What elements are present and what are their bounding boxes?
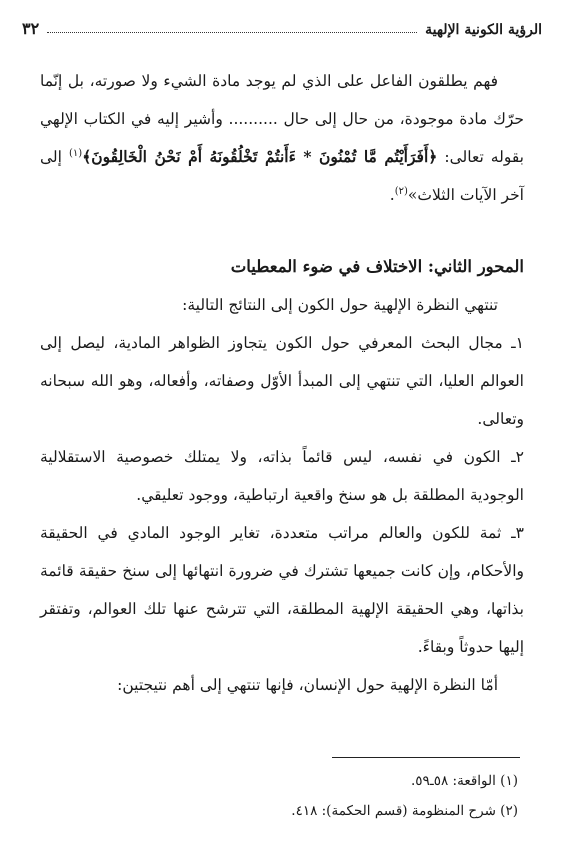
- header-title: الرؤية الكونية الإلهية: [425, 22, 542, 38]
- list-item-1: ١ـ مجال البحث المعرفي حول الكون يتجاوز الظواهر المادية، ليصل إلى العوالم العليا، التي تنتهي إلى المبدأ الأوّل وصفاته، وأفعاله، وهو الله سبحانه وتعالى.: [40, 334, 524, 428]
- page-number: ٣٢: [22, 19, 40, 38]
- section-heading-text: الاختلاف في ضوء المعطيات: [230, 257, 428, 276]
- quran-quote: ﴿أَفَرَأَيْتُم مَّا تُمْنُونَ * ءَأَنتُمْ تَخْلُقُونَهُ أَمْ نَحْنُ الْخَالِقُونَ﴾: [82, 147, 438, 166]
- list-item-3: ٣ـ ثمة للكون والعالم مراتب متعددة، تغاير الوجود المادي في الحقيقة والأحكام، وإن كانت جميعها تشترك في ضرورة انتهائها إلى سنخ حقيقة قائمة بذاتها، وهي الحقيقة الإلهية المطلقة، التي تترشح عنها تلك العوالم، وتفتقر إليها حدوثاً وبقاءً.: [40, 524, 524, 656]
- list-item-2: ٢ـ الكون في نفسه، ليس قائماً بذاته، ولا يمتلك خصوصية الاستقلالية الوجودية المطلقة بل هو سنخ واقعية ارتباطية، ووجود تعليقي.: [40, 448, 524, 504]
- footnotes: [40, 766, 518, 826]
- footnote-2: (٢) شرح المنظومة (قسم الحكمة): ٤١٨.: [291, 803, 518, 819]
- footnote-ref-2[interactable]: (٢): [394, 185, 408, 197]
- paragraph-text: إلى آخر الآيات الثلاث»: [40, 148, 524, 204]
- footnote-ref-1[interactable]: (١): [69, 147, 83, 159]
- page-body: [40, 62, 524, 704]
- paragraph-continuation: [40, 62, 524, 214]
- intro-paragraph: تنتهي النظرة الإلهية حول الكون إلى النتائج التالية:: [182, 296, 498, 314]
- section-spacer: [40, 214, 524, 248]
- paragraph-text: فهم يطلقون الفاعل على الذي لم يوجد مادة الشيء ولا صورته، بل إنّما حرّك مادة موجودة، من حال إلى حال .......... وأشير إليه في الكتاب الإلهي بقوله تعالى:: [40, 72, 524, 166]
- header-dotted-leader: [47, 32, 417, 33]
- footnote-separator: [332, 757, 520, 758]
- footnote-1: (١) الواقعة: ٥٨ـ٥٩.: [410, 773, 518, 789]
- paragraph-text: .: [389, 186, 395, 204]
- section-heading: [40, 248, 524, 286]
- closing-paragraph: أمّا النظرة الإلهية حول الإنسان، فإنها تنتهي إلى أهم نتيجتين:: [117, 676, 498, 694]
- section-heading-label: المحور الثاني:: [427, 257, 524, 276]
- running-header: [22, 16, 542, 38]
